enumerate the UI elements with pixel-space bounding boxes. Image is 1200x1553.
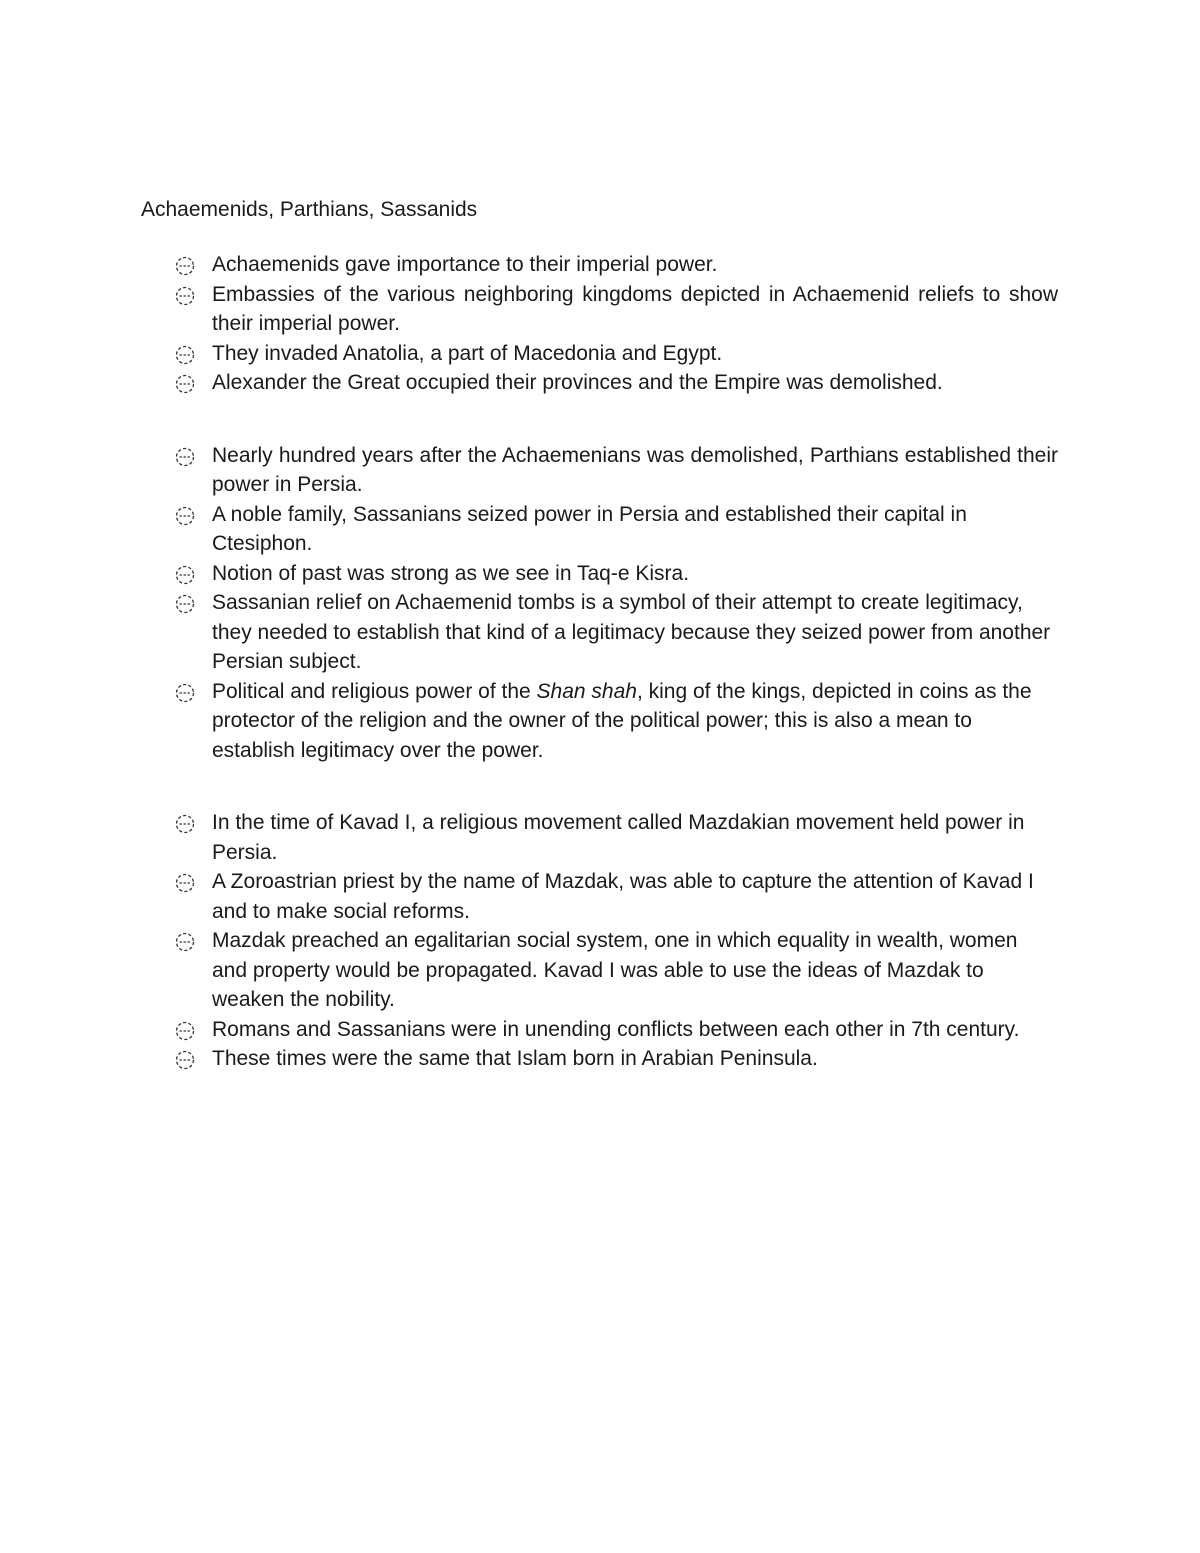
list-item-text: Sassanian relief on Achaemenid tombs is a symbol of their attempt to create legitimacy, they needed to establish that kind of a legitimacy because they seized power from another Persian subject. [212,591,1051,673]
list-item-text: Alexander the Great occupied their provinces and the Empire was demolished. [212,371,943,394]
list-item-text: They invaded Anatolia, a part of Macedonia and Egypt. [212,341,723,365]
list-item [174,339,1058,369]
bullet-group-achaemenids [174,250,1058,398]
list-item-text: In the time of Kavad I, a religious movement called Mazdakian movement held power in Persia. [212,811,1025,864]
list-item [174,867,1058,926]
dashed-circle-bullet-icon [174,564,196,586]
dashed-circle-bullet-icon [174,593,196,615]
list-item-text: Achaemenids gave importance to their imperial power. [212,253,718,276]
dashed-circle-bullet-icon [174,285,196,307]
list-item [174,250,1058,280]
bullet-group-mazdakian [174,808,1058,1074]
document-title: Achaemenids, Parthians, Sassanids [141,198,478,221]
list-item-text-italic: Shan shah [536,679,637,703]
list-item [174,677,1058,766]
bullet-list [174,250,1058,1117]
list-item [174,500,1058,559]
list-item [174,808,1058,867]
dashed-circle-bullet-icon [174,505,196,527]
list-item-text: Embassies of the various neighboring kingdoms depicted in Achaemenid reliefs to show their imperial power. [212,282,1058,335]
dashed-circle-bullet-icon [174,1020,196,1042]
list-item-text-before: Political and religious power of the [212,679,537,703]
list-item [174,559,1058,589]
dashed-circle-bullet-icon [174,872,196,894]
list-item [174,588,1058,677]
list-item-text: Notion of past was strong as we see in Taq-e Kisra. [212,561,690,585]
list-item-text: Romans and Sassanians were in unending conflicts between each other in 7th century. [212,1017,1020,1041]
list-item [174,1044,1058,1074]
list-item [174,1015,1058,1045]
list-item-text: These times were the same that Islam born in Arabian Peninsula. [212,1047,818,1070]
list-item [174,368,1058,398]
list-item-text: A Zoroastrian priest by the name of Mazdak, was able to capture the attention of Kavad I and to make social reforms. [212,870,1034,923]
dashed-circle-bullet-icon [174,931,196,953]
bullet-group-parthians-sassanids [174,441,1058,766]
list-item-text: A noble family, Sassanians seized power in Persia and established their capital in Ctesiphon. [212,502,967,555]
list-item [174,280,1058,339]
dashed-circle-bullet-icon [174,682,196,704]
list-item [174,926,1058,1015]
dashed-circle-bullet-icon [174,373,196,395]
list-item [174,441,1058,500]
list-item-text: Mazdak preached an egalitarian social system, one in which equality in wealth, women and property would be propagated. Kavad I was able to use the ideas of Mazdak to weaken the nobility. [212,929,1018,1011]
list-item-text-after: , king of the kings, depicted in coins as the protector of the religion and the owner of the political power; this is also a mean to establish legitimacy over the power. [212,679,1032,762]
dashed-circle-bullet-icon [174,446,196,468]
dashed-circle-bullet-icon [174,813,196,835]
dashed-circle-bullet-icon [174,255,196,277]
list-item-text: Nearly hundred years after the Achaemenians was demolished, Parthians established their power in Persia. [212,443,1058,496]
dashed-circle-bullet-icon [174,344,196,366]
dashed-circle-bullet-icon [174,1049,196,1071]
